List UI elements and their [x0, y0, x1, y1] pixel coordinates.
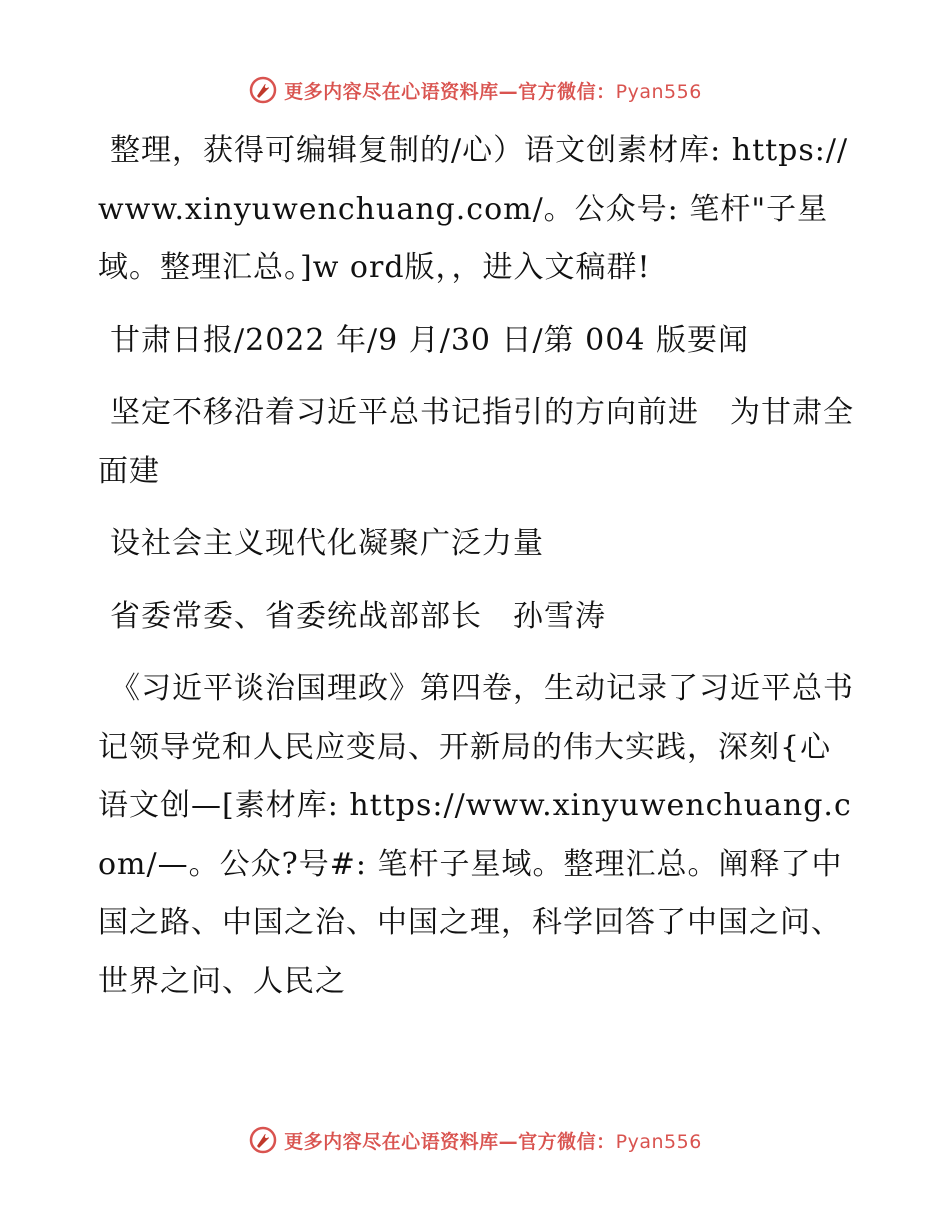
article-title-line-2: 设社会主义现代化凝聚广泛力量 [110, 526, 544, 561]
source-line: 甘肃日报/2022 年/9 月/30 日/第 004 版要闻 [110, 322, 749, 358]
header-banner-text: 更多内容尽在心语资料库—官方微信：Pyan556 [284, 80, 702, 103]
pen-nib-circle-icon [248, 1125, 278, 1155]
pen-nib-circle-icon [248, 75, 278, 105]
author-line: 省委常委、省委统战部部长 孙雪涛 [110, 598, 606, 634]
footer-banner-text: 更多内容尽在心语资料库—官方微信：Pyan556 [284, 1130, 702, 1153]
document-body [98, 122, 858, 1025]
header-banner [0, 72, 950, 108]
article-title-line-1: 坚定不移沿着习近平总书记指引的方向前进 为甘肃全面建 [98, 395, 854, 489]
footer-banner [0, 1122, 950, 1158]
body-paragraph: 《习近平谈治国理政》第四卷，生动记录了习近平总书记领导党和人民应变局、开新局的伟大实践，深刻{心语文创—[素材库: https://www.xinyuwenchuang.com/—。公众?号#: 笔杆子星域。整理汇总。阐释了中国之路、中国之治、中国之理，科学回答了中国之问、世界之问、人民之 [98, 671, 854, 999]
intro-paragraph: 整理，获得可编辑复制的/心）语文创素材库: https://www.xinyuwenchuang.com/。公众号: 笔杆"子星域。整理汇总。]w ord版，，进入文稿群! [98, 133, 849, 285]
